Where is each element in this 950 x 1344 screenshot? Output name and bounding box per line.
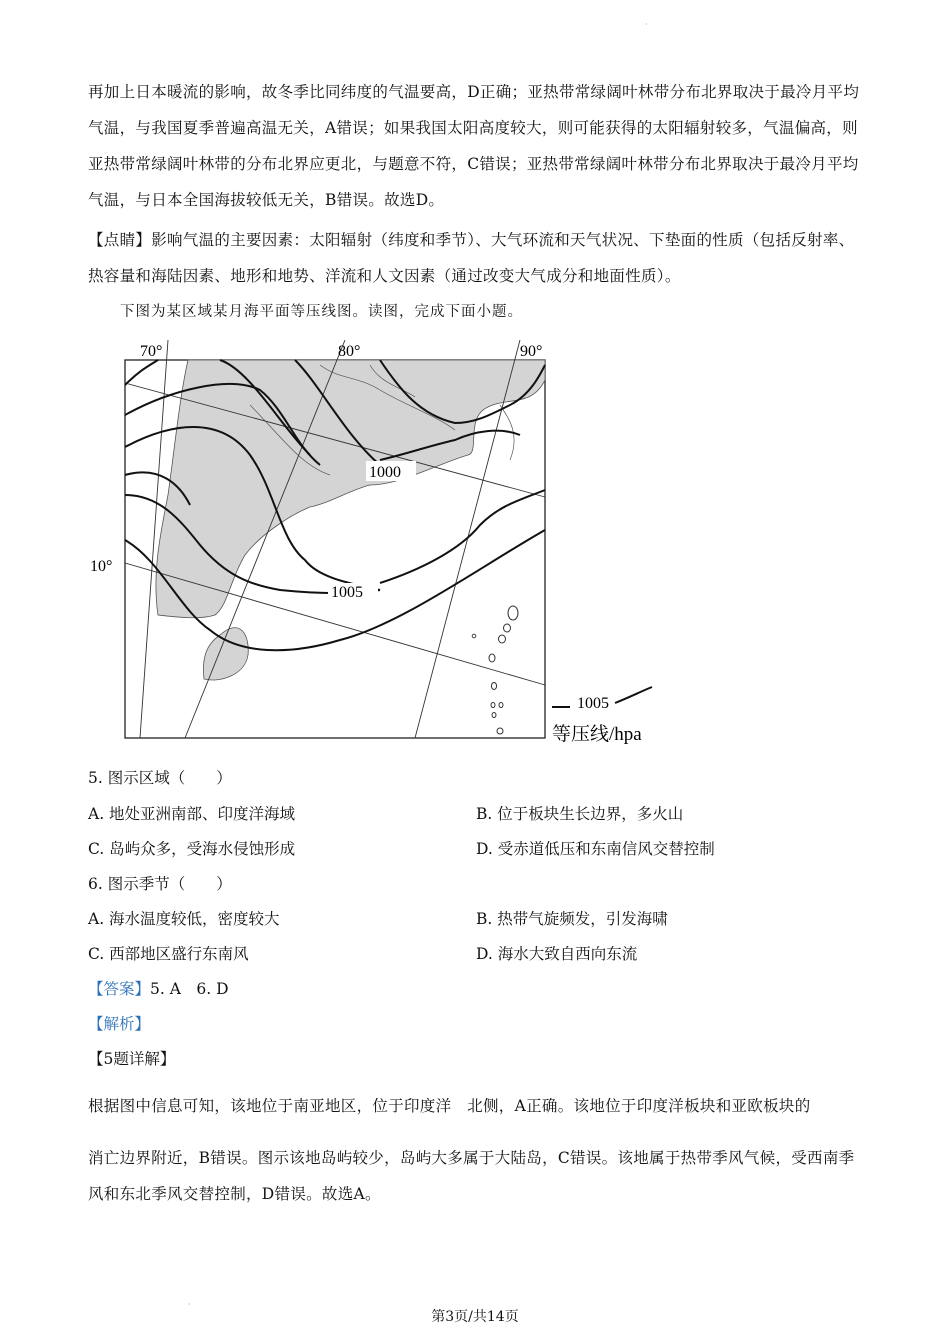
paragraph-intro: 下图为某区域某月海平面等压线图。读图，完成下面小题。 (120, 304, 523, 320)
question-6-option-a[interactable]: A. 海水温度较低，密度较大 (88, 910, 280, 928)
question-5-option-d[interactable]: D. 受赤道低压和东南信风交替控制 (476, 840, 715, 858)
question-5-option-b[interactable]: B. 位于板块生长边界，多火山 (476, 805, 684, 823)
question-6-option-d[interactable]: D. 海水大致自西向东流 (476, 945, 638, 963)
isobar-label-1005: 1005 (331, 584, 363, 601)
scan-dot: · (188, 1300, 191, 1309)
question-5-stem: 5. 图示区域（ ） (88, 769, 232, 787)
isobar-label-1000: 1000 (369, 464, 401, 481)
question-6-option-b[interactable]: B. 热带气旋频发，引发海啸 (476, 910, 668, 928)
isobar-map (80, 335, 680, 755)
legend-text: 等压线/hpa (552, 724, 642, 745)
detail-paragraph-1: 根据图中信息可知，该地位于南亚地区，位于印度洋 北侧，A正确。该地位于印度洋板块和亚欧板块的 (88, 1097, 811, 1115)
answer-value: 5. A 6. D (150, 980, 229, 998)
lon-label-80: 80° (338, 343, 361, 360)
answer-label: 【答案】 (88, 980, 151, 998)
legend-value: 1005 (577, 695, 609, 712)
detail-label: 【5题详解】 (88, 1050, 176, 1068)
paragraph-tip: 【点睛】影响气温的主要因素：太阳辐射（纬度和季节）、大气环流和天气状况、下垫面的性质（包括反射率、热容量和海陆因素、地形和地势、洋流和人文因素（通过改变大气成分和地面性质）。 (88, 231, 855, 285)
scan-dot: · (645, 20, 648, 29)
paragraph-1: 再加上日本暖流的影响，故冬季比同纬度的气温要高，D正确；亚热带常绿阔叶林带分布北界取决于最冷月平均气温，与我国夏季普遍高温无关，A错误；如果我国太阳高度较大，则可能获得的太阳辐射较多，气温偏高，则亚热带常绿阔叶林带的分布北界应更北，与题意不符，C错误；亚热带常绿阔叶林带分布北界取决于最冷月平均气温，与日本全国海拔较低无关，B错误。故选D。 (88, 83, 860, 209)
analysis-label: 【解析】 (88, 1015, 151, 1033)
lon-label-70: 70° (140, 343, 163, 360)
lat-label-10: 10° (90, 558, 113, 575)
page-footer: 第3页/共14页 (431, 1309, 519, 1325)
question-6-stem: 6. 图示季节（ ） (88, 875, 232, 893)
detail-paragraph-2: 消亡边界附近，B错误。图示该地岛屿较少，岛屿大多属于大陆岛，C错误。该地属于热带季风气候，受西南季风和东北季风交替控制，D错误。故选A。 (88, 1149, 855, 1203)
question-5-option-a[interactable]: A. 地处亚洲南部、印度洋海域 (88, 805, 296, 823)
answer-line (88, 977, 229, 999)
lon-label-90: 90° (520, 343, 543, 360)
question-5-option-c[interactable]: C. 岛屿众多，受海水侵蚀形成 (88, 840, 296, 858)
question-6-option-c[interactable]: C. 西部地区盛行东南风 (88, 945, 249, 963)
